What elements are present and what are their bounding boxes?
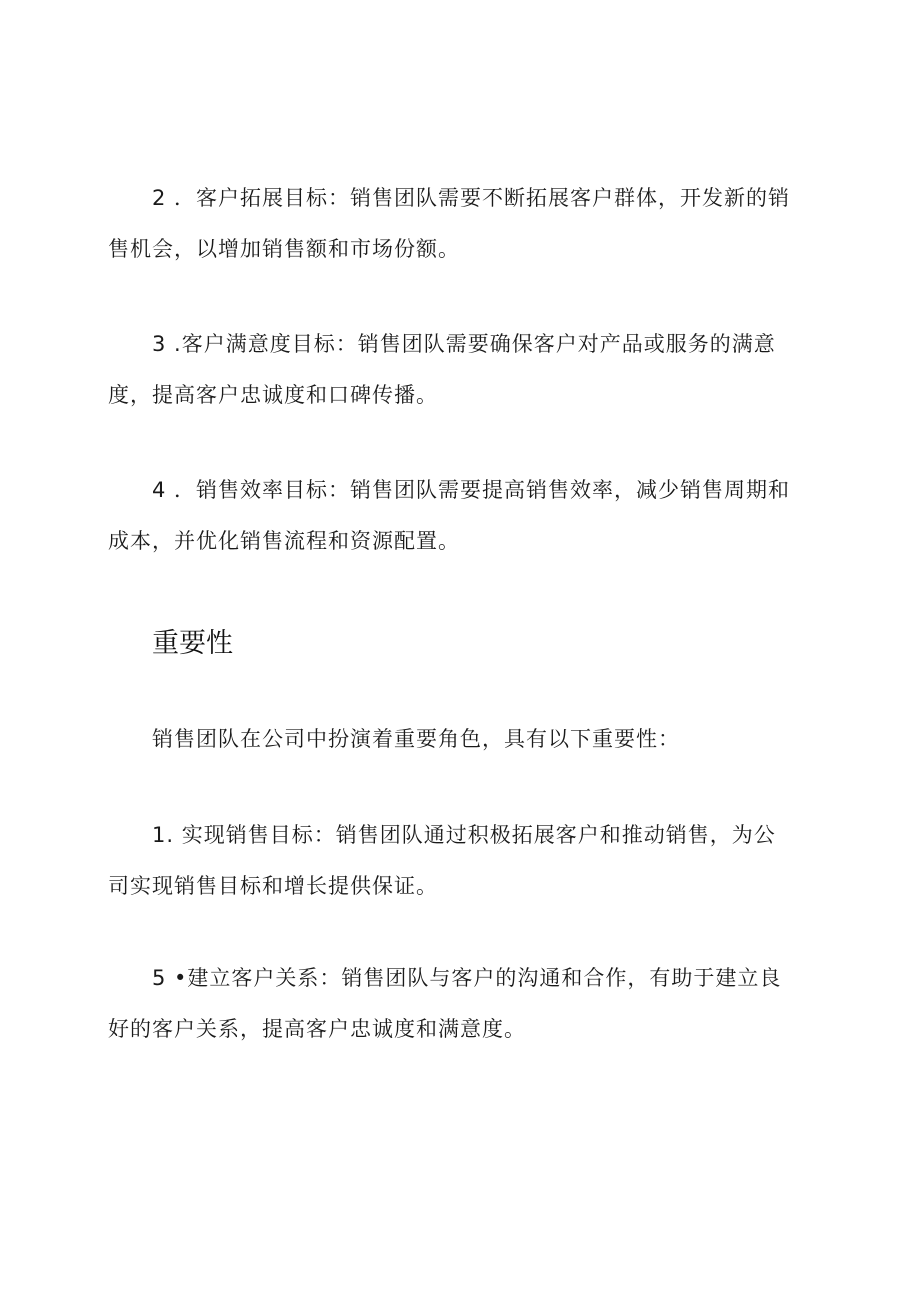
importance-paragraph-sales-targets [108,810,808,912]
paragraph-line: 2 ．客户拓展目标：销售团队需要不断拓展客户群体，开发新的销 [152,186,791,210]
paragraph-line: 4 ．销售效率目标：销售团队需要提高销售效率，减少销售周期和 [152,478,791,502]
paragraph-line: 度，提高客户忠诚度和口碑传播。 [108,383,438,407]
goal-paragraph-customer-expansion [108,173,808,275]
paragraph-line: 好的客户关系，提高客户忠诚度和满意度。 [108,1017,526,1041]
importance-paragraph-customer-relations [108,953,808,1055]
paragraph-line: 售机会，以增加销售额和市场份额。 [108,237,460,261]
paragraph-line: 3 .客户满意度目标：销售团队需要确保客户对产品或服务的满意 [152,332,776,356]
goal-paragraph-sales-efficiency [108,465,808,567]
paragraph-line: 销售团队在公司中扮演着重要角色，具有以下重要性： [152,727,680,751]
paragraph-line: 司实现销售目标和增长提供保证。 [108,874,438,898]
paragraph-line: 1. 实现销售目标：销售团队通过积极拓展客户和推动销售，为公 [152,823,776,847]
paragraph-line: 5 •建立客户关系：销售团队与客户的沟通和合作，有助于建立良 [152,966,782,990]
paragraph-line: 成本，并优化销售流程和资源配置。 [108,529,460,553]
importance-intro-paragraph [108,714,808,765]
goal-paragraph-customer-satisfaction [108,319,808,421]
section-heading-importance: 重要性 [152,628,233,659]
